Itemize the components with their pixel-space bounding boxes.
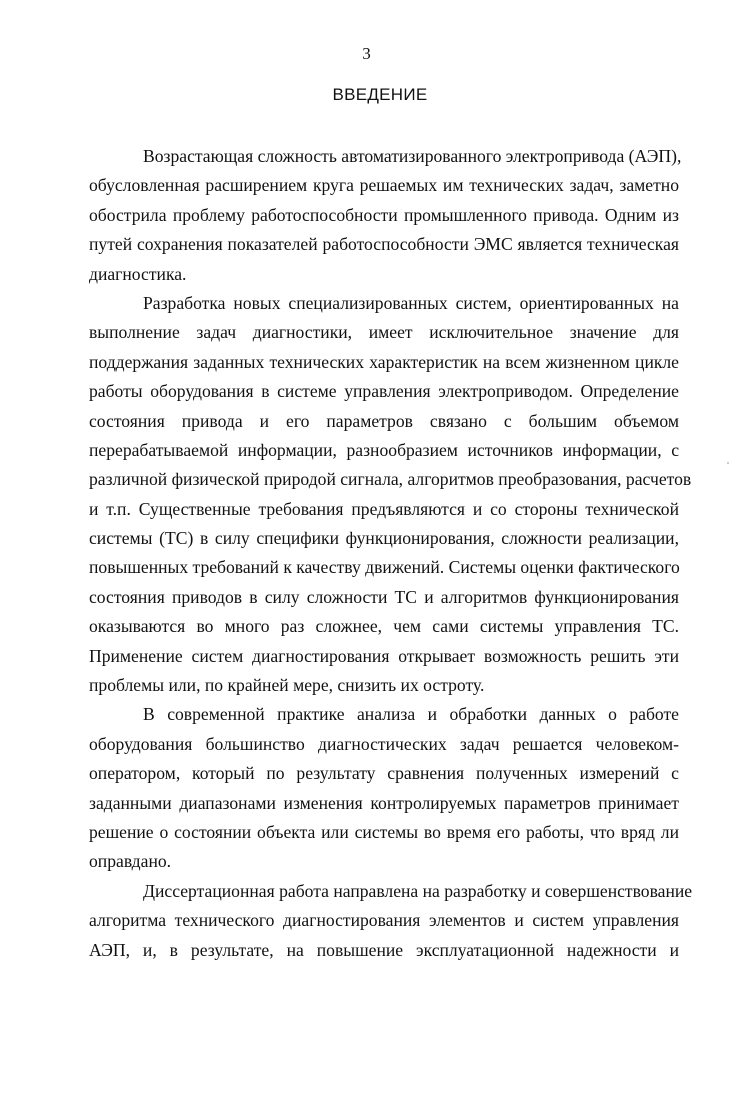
text-line: проблемы или, по крайней мере, снизить их остроту.: [89, 675, 485, 696]
text-line: АЭП, и, в результате, на повышение эксплуатационной надежности и: [89, 939, 679, 960]
text-line: оборудования большинство диагностических задач решается человеком-: [89, 733, 679, 754]
paragraph-2: [89, 289, 692, 700]
text-line: алгоритма технического диагностирования элементов и систем управления: [89, 910, 679, 931]
paragraph-1: [89, 142, 682, 289]
text-line: различной физической природой сигнала, алгоритмов преобразования, расчетов: [89, 469, 692, 490]
text-line: Разработка новых специализированных систем, ориентированных на: [143, 292, 679, 313]
text-line: повышенных требований к качеству движений. Системы оценки фактического: [89, 557, 680, 578]
text-line: путей сохранения показателей работоспособности ЭМС является техническая: [89, 234, 679, 255]
text-line: Диссертационная работа направлена на разработку и совершенствование: [143, 880, 693, 901]
text-line: оказываются во много раз сложнее, чем сами системы управления ТС.: [89, 616, 679, 637]
text-line: оператором, который по результату сравнения полученных измерений с: [89, 763, 679, 784]
text-line: выполнение задач диагностики, имеет исключительное значение для: [89, 322, 679, 343]
text-line: решение о состоянии объекта или системы во время его работы, что вряд ли: [89, 821, 679, 842]
text-line: и т.п. Существенные требования предъявляются и со стороны технической: [89, 498, 679, 519]
scan-speck: [727, 462, 729, 464]
text-line: Применение систем диагностирования открывает возможность решить эти: [89, 645, 679, 666]
text-line: оправдано.: [89, 851, 172, 872]
page-number: 3: [362, 44, 371, 63]
text-line: Возрастающая сложность автоматизированного электропривода (АЭП),: [143, 146, 682, 166]
text-line: В современной практике анализа и обработки данных о работе: [143, 704, 679, 725]
paragraph-4: [89, 877, 693, 965]
text-line: поддержания заданных технических характеристик на всем жизненном цикле: [89, 351, 679, 372]
text-line: заданными диапазонами изменения контролируемых параметров принимает: [89, 792, 679, 813]
text-line: обусловленная расширением круга решаемых им технических задач, заметно: [89, 175, 679, 196]
text-line: системы (ТС) в силу специфики функционирования, сложности реализации,: [89, 528, 679, 549]
text-line: обострила проблему работоспособности промышленного привода. Одним из: [89, 204, 679, 225]
text-line: перерабатываемой информации, разнообразием источников информации, с: [89, 439, 679, 460]
text-line: работы оборудования в системе управления электроприводом. Определение: [89, 381, 679, 402]
paragraph-3: [89, 700, 679, 876]
text-line: состояния привода и его параметров связано с большим объемом: [89, 410, 679, 431]
text-line: диагностика.: [89, 263, 187, 284]
section-heading: ВВЕДЕНИЕ: [332, 85, 428, 104]
body-text: [89, 142, 693, 965]
text-line: состояния приводов в силу сложности ТС и алгоритмов функционирования: [89, 586, 679, 607]
